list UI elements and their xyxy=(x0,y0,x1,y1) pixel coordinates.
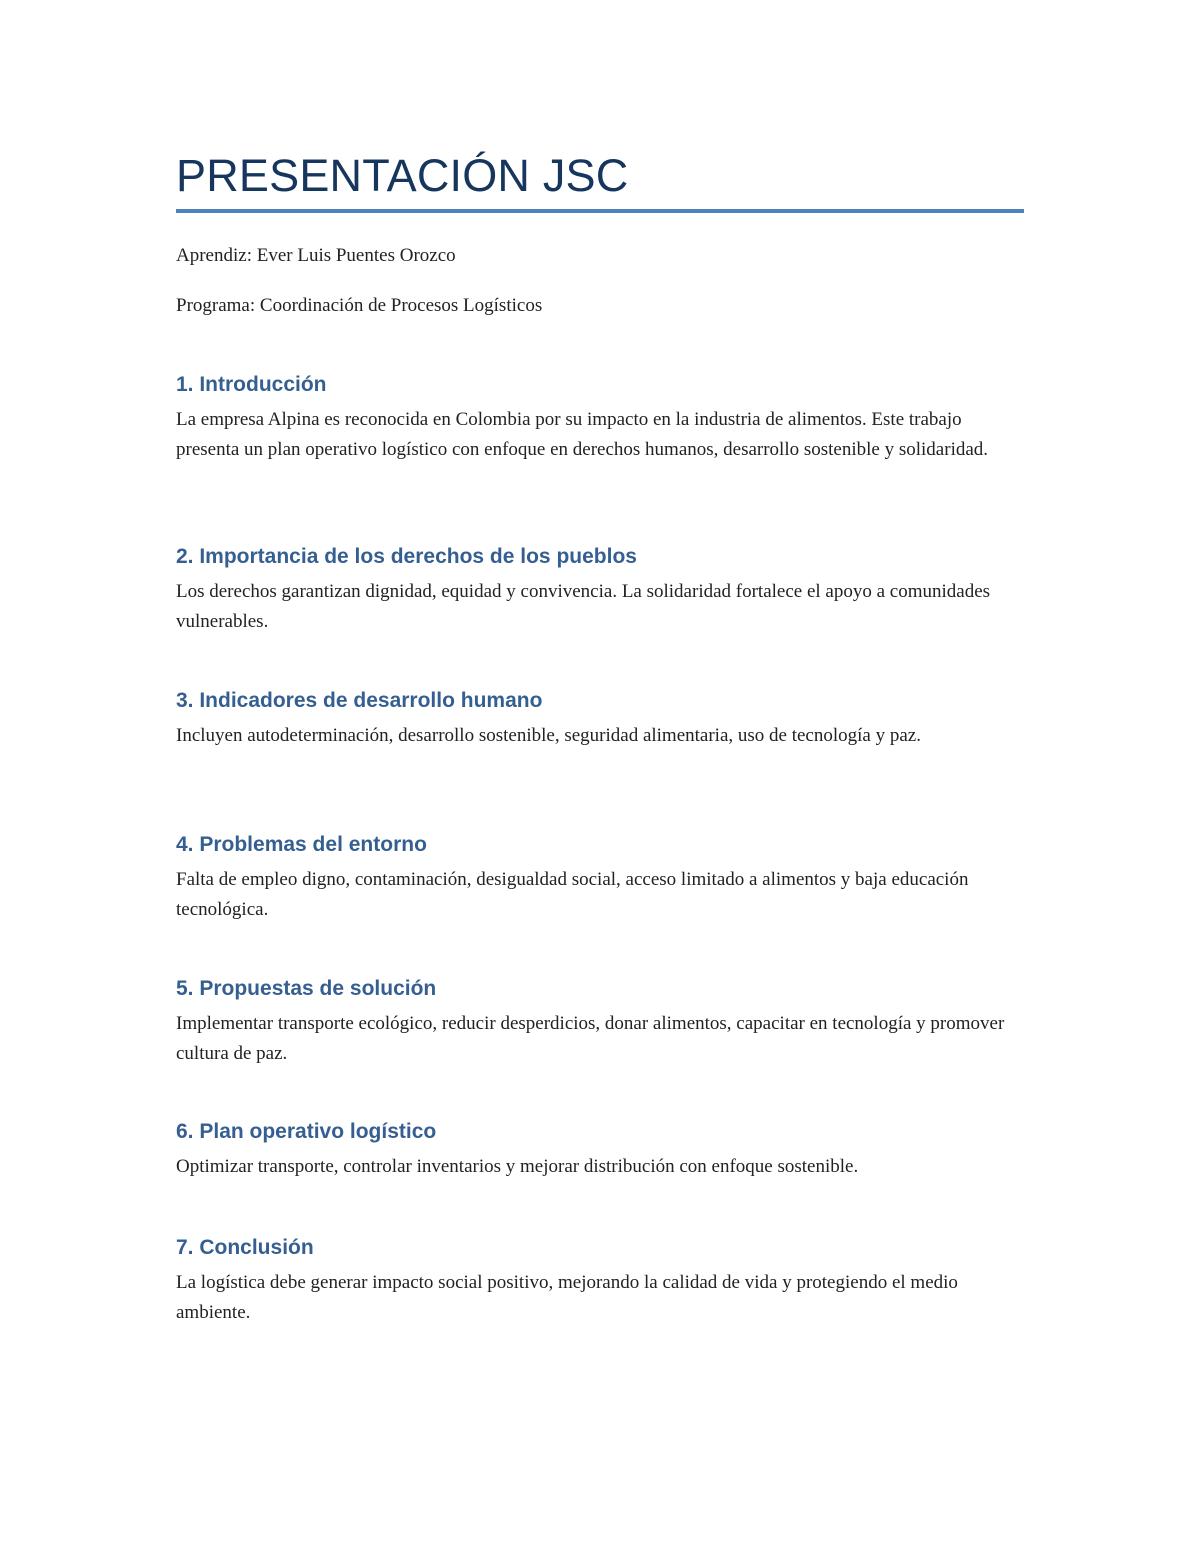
section-heading: 2. Importancia de los derechos de los pueblos xyxy=(176,545,637,568)
section-heading: 5. Propuestas de solución xyxy=(176,977,437,1000)
programa-line: Programa: Coordinación de Procesos Logísticos xyxy=(176,295,543,316)
section-conclusion xyxy=(176,1232,1036,1328)
section-body: La logística debe generar impacto social positivo, mejorando la calidad de vida y protegiendo el medio ambiente. xyxy=(176,1272,958,1323)
section-body: La empresa Alpina es reconocida en Colombia por su impacto en la industria de alimentos. Este trabajo presenta un plan operativo logístico con enfoque en derechos humanos, desarrollo sostenible y solidaridad. xyxy=(176,409,989,460)
section-problemas xyxy=(176,829,1036,925)
section-body: Incluyen autodeterminación, desarrollo sostenible, seguridad alimentaria, uso de tecnología y paz. xyxy=(176,725,921,746)
section-heading: 7. Conclusión xyxy=(176,1236,314,1259)
section-introduccion xyxy=(176,369,1036,465)
section-heading: 6. Plan operativo logístico xyxy=(176,1120,437,1143)
section-body: Optimizar transporte, controlar inventarios y mejorar distribución con enfoque sostenible. xyxy=(176,1156,859,1177)
section-heading: 3. Indicadores de desarrollo humano xyxy=(176,689,543,712)
aprendiz-line: Aprendiz: Ever Luis Puentes Orozco xyxy=(176,245,456,266)
title-underline-rule xyxy=(176,209,1024,213)
section-plan-operativo xyxy=(176,1116,1036,1182)
section-propuestas xyxy=(176,973,1036,1069)
section-body: Falta de empleo digno, contaminación, desigualdad social, acceso limitado a alimentos y baja educación tecnológica. xyxy=(176,869,969,920)
document-title: PRESENTACIÓN JSC xyxy=(176,150,629,201)
section-indicadores xyxy=(176,685,1036,751)
section-importancia-derechos xyxy=(176,541,1036,637)
section-body: Implementar transporte ecológico, reducir desperdicios, donar alimentos, capacitar en tecnología y promover cultura de paz. xyxy=(176,1013,1005,1064)
section-heading: 4. Problemas del entorno xyxy=(176,833,427,856)
section-body: Los derechos garantizan dignidad, equidad y convivencia. La solidaridad fortalece el apoyo a comunidades vulnerables. xyxy=(176,581,991,632)
section-heading: 1. Introducción xyxy=(176,373,327,396)
